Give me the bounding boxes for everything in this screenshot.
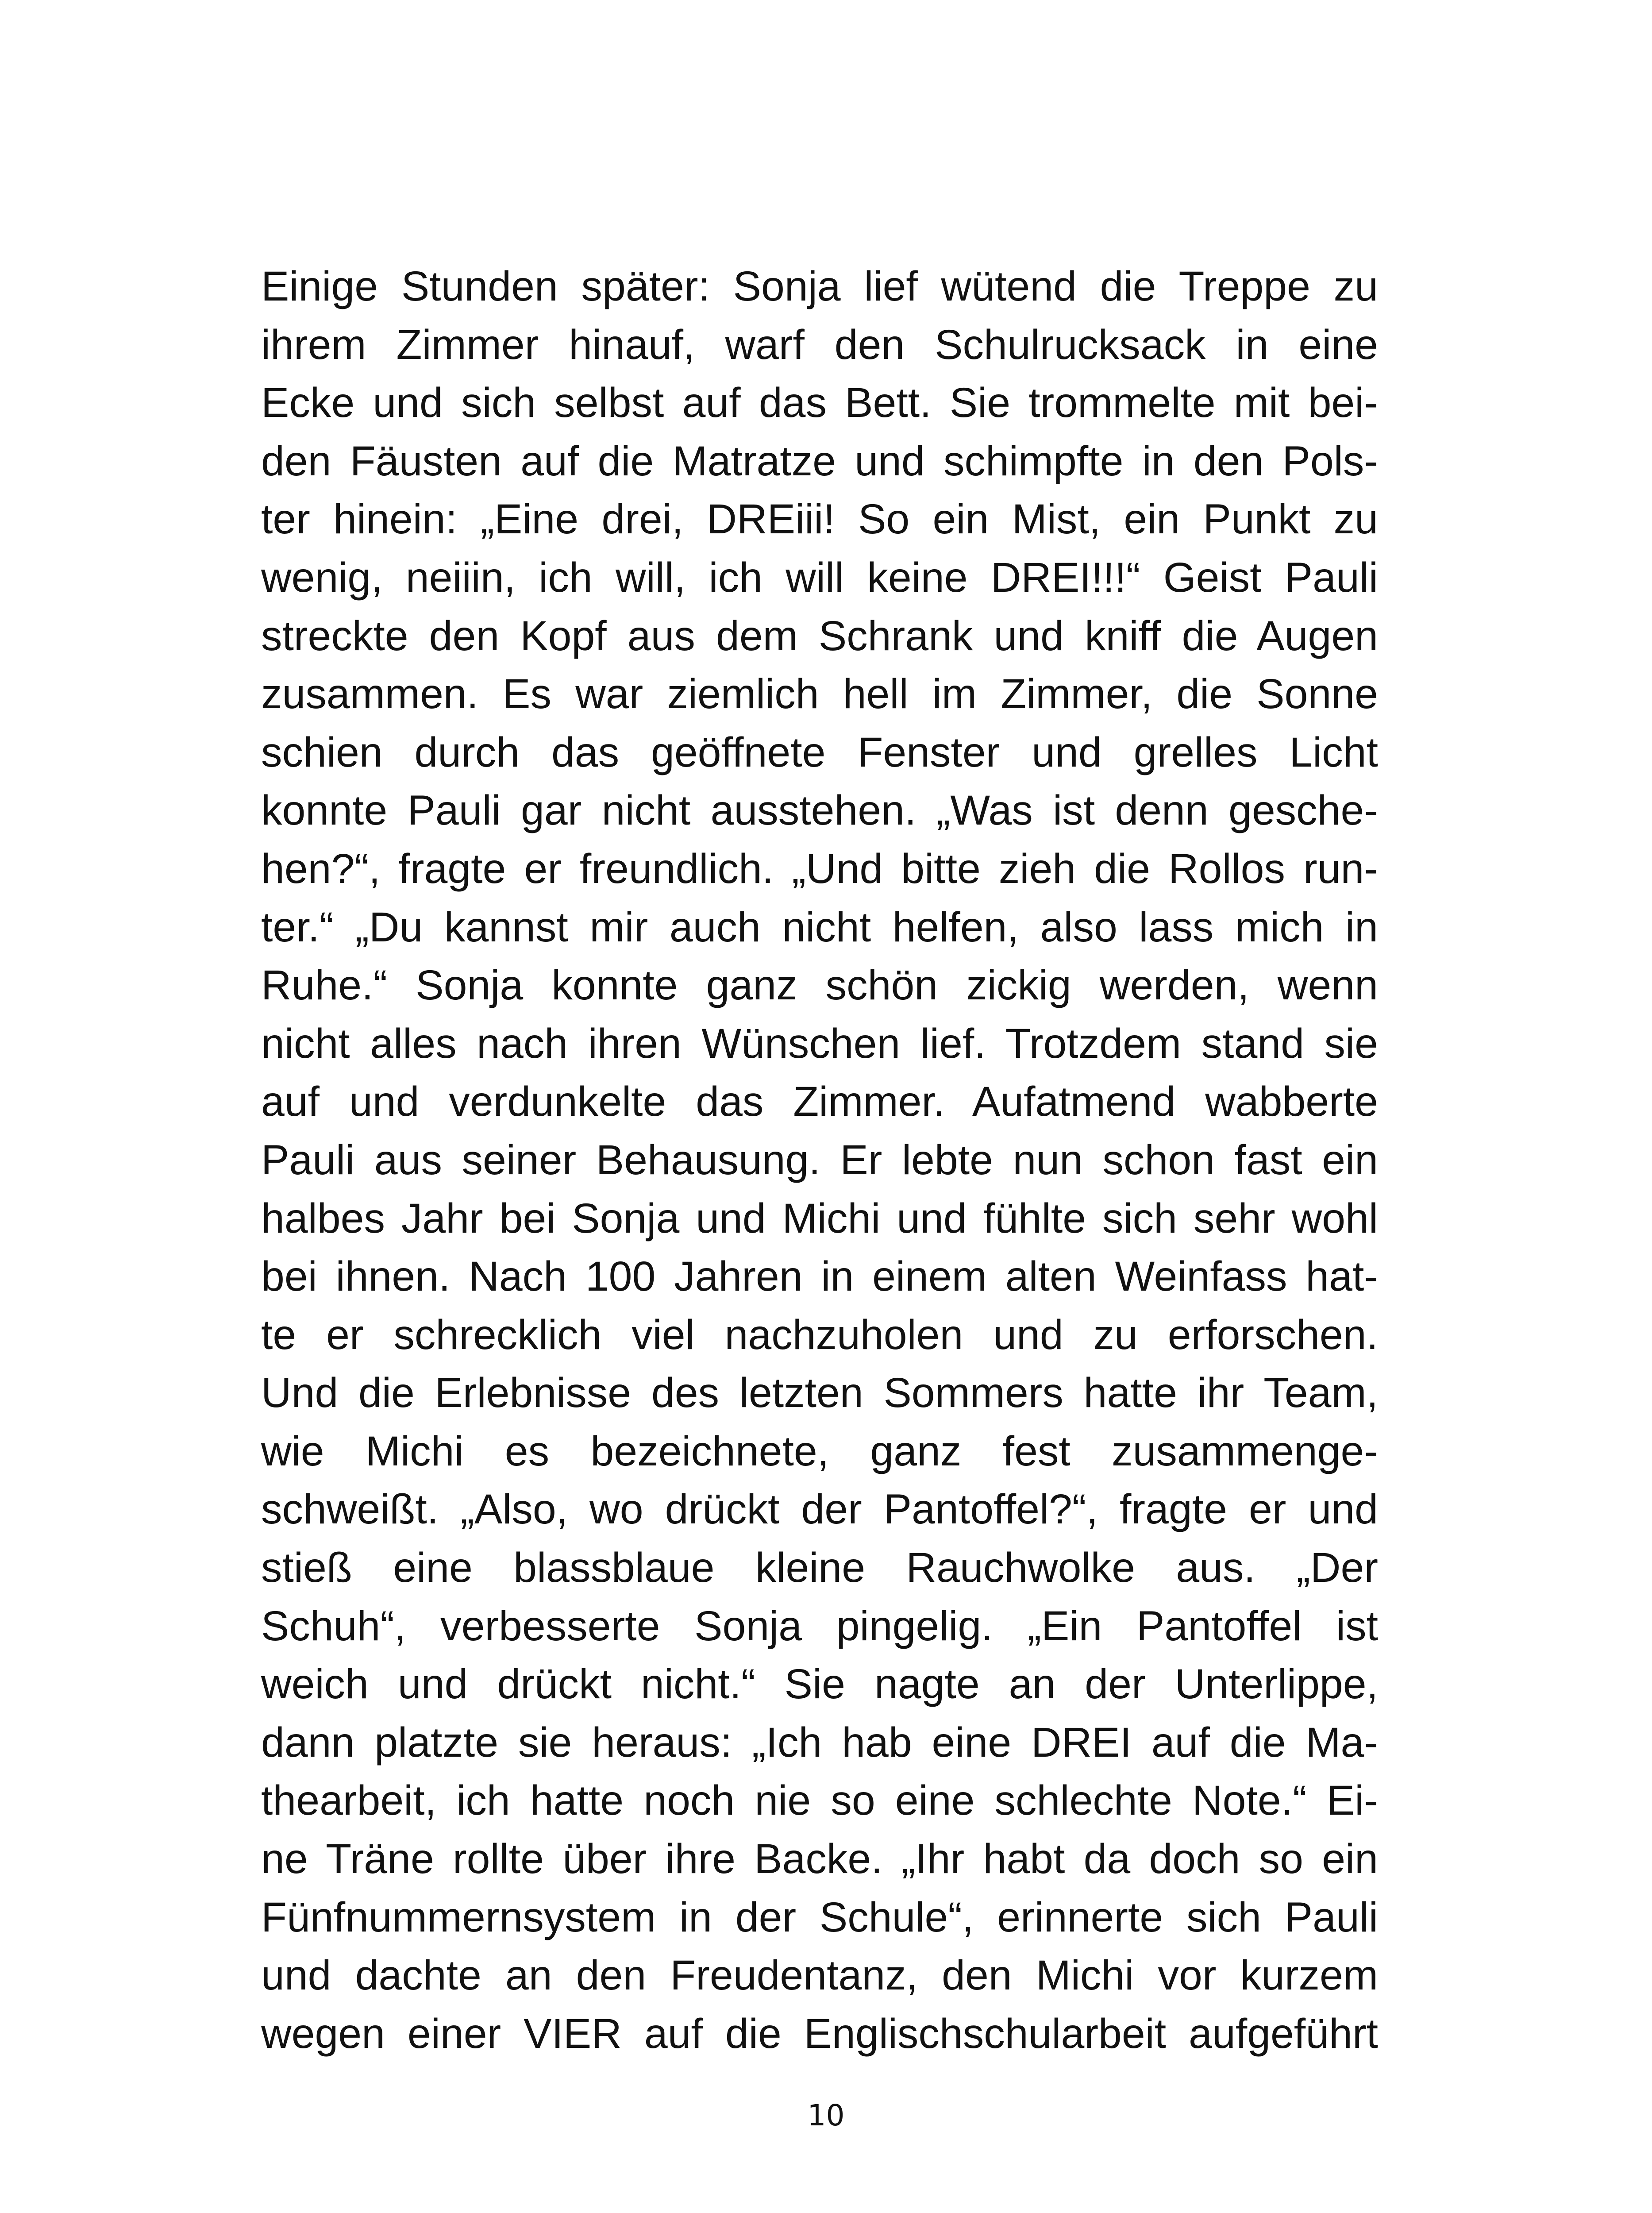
text-line: te er schrecklich viel nachzuholen und zu erforschen. <box>261 1311 1378 1358</box>
text-line: und dachte an den Freudentanz, den Michi vor kurzem <box>261 1952 1378 1999</box>
text-line: nicht alles nach ihren Wünschen lief. Trotzdem stand sie <box>261 1020 1378 1067</box>
text-line: wie Michi es bezeichnete, ganz fest zusammenge- <box>261 1427 1378 1475</box>
text-line: halbes Jahr bei Sonja und Michi und fühlte sich sehr wohl <box>261 1195 1378 1242</box>
text-line: streckte den Kopf aus dem Schrank und kniff die Augen <box>261 612 1378 659</box>
text-line: Fünfnummernsystem in der Schule“, erinnerte sich Pauli <box>261 1893 1378 1941</box>
text-line: ter hinein: „Eine drei, DREiii! So ein Mist, ein Punkt zu <box>261 496 1378 543</box>
text-line: Und die Erlebnisse des letzten Sommers hatte ihr Team, <box>261 1369 1378 1417</box>
text-line: konnte Pauli gar nicht ausstehen. „Was ist denn gesche- <box>261 787 1378 834</box>
text-line: den Fäusten auf die Matratze und schimpfte in den Pols- <box>261 437 1378 485</box>
text-line: Schuh“, verbesserte Sonja pingelig. „Ein Pantoffel ist <box>261 1602 1378 1650</box>
text-line: ihrem Zimmer hinauf, warf den Schulrucksack in eine <box>261 321 1378 368</box>
text-line: dann platzte sie heraus: „Ich hab eine DREI auf die Ma- <box>261 1719 1378 1766</box>
text-line: schien durch das geöffnete Fenster und grelles Licht <box>261 729 1378 776</box>
text-line: hen?“, fragte er freundlich. „Und bitte zieh die Rollos run- <box>261 845 1378 892</box>
text-line: thearbeit, ich hatte noch nie so eine schlechte Note.“ Ei- <box>261 1777 1378 1824</box>
text-line: Ecke und sich selbst auf das Bett. Sie trommelte mit bei- <box>261 379 1378 427</box>
text-line: zusammen. Es war ziemlich hell im Zimmer, die Sonne <box>261 671 1378 718</box>
text-line: Ruhe.“ Sonja konnte ganz schön zickig werden, wenn <box>261 962 1378 1009</box>
page-number: 10 <box>807 2098 845 2132</box>
body-text <box>261 258 1378 2063</box>
text-line: schweißt. „Also, wo drückt der Pantoffel?“, fragte er und <box>261 1486 1378 1533</box>
text-line: ter.“ „Du kannst mir auch nicht helfen, also lass mich in <box>261 903 1378 951</box>
text-line: ne Träne rollte über ihre Backe. „Ihr habt da doch so ein <box>261 1835 1378 1883</box>
text-line: stieß eine blassblaue kleine Rauchwolke aus. „Der <box>261 1544 1378 1592</box>
text-line: Einige Stunden später: Sonja lief wütend die Treppe zu <box>261 263 1378 310</box>
text-line: wegen einer VIER auf die Englischschularbeit aufgeführt <box>261 2010 1378 2057</box>
text-line: weich und drückt nicht.“ Sie nagte an der Unterlippe, <box>261 1661 1378 1708</box>
text-line: auf und verdunkelte das Zimmer. Aufatmend wabberte <box>261 1078 1378 1126</box>
text-line: Pauli aus seiner Behausung. Er lebte nun schon fast ein <box>261 1136 1378 1184</box>
text-line: wenig, neiiin, ich will, ich will keine DREI!!!“ Geist Pauli <box>261 554 1378 601</box>
text-line: bei ihnen. Nach 100 Jahren in einem alten Weinfass hat- <box>261 1253 1378 1300</box>
